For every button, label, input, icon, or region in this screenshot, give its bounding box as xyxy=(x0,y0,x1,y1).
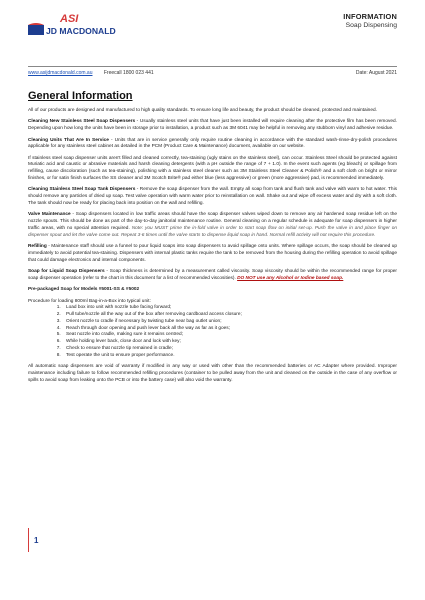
document-subcategory: Soap Dispensing xyxy=(345,22,397,29)
list-item: 5. Seat nozzle into cradle, making sure it remains centred; xyxy=(62,332,397,339)
valve-paragraph xyxy=(28,212,397,239)
freecall-number: Freecall 1800 023 441 xyxy=(103,70,154,76)
tanks-paragraph xyxy=(28,187,397,207)
tanks-text: - Remove the soap dispenser from the wall. Empty all soap from tank and flush tank and valve with warm to hot water. This should remove any particles of dried up soap. Test valve operation with warm water prior to reinstallation on wall. Shake out and wipe off excess water and dry with a soft cloth. The tank should now be ready for placing back into position on the wall and refilling. xyxy=(28,187,397,206)
valve-text: - Soap dispensers located in low traffic areas should have the soap dispenser valves wiped down to remove any air hardened soap residue left on the nozzle spouts. This should be done as part of the day-to-day janitorial maintenance routine. General cleaning on a regular schedule is adequate for soap dispensers in higher traffic areas, with no special attention required. xyxy=(28,212,397,231)
list-item: 6. While holding lever back, close door and lock with key; xyxy=(62,339,397,346)
refilling-label: Refilling xyxy=(28,244,47,250)
list-item: 7. Check to ensure that nozzle tip remained in cradle; xyxy=(62,346,397,353)
company-logo xyxy=(28,12,138,38)
list-item: 2. Pull tube/nozzle all the way out of the box after removing cardboard access closure; xyxy=(62,312,397,319)
prepack-intro: Procedure for loading 800ml Bag-in-a-Box into typical unit: xyxy=(28,298,151,304)
page-number: 1 xyxy=(34,536,39,545)
page-title: General Information xyxy=(28,90,133,102)
logo-swoosh-top xyxy=(28,23,44,25)
cleaning-units-text: - Units that are in service generally only require routine cleaning in accordance with the standard wash-rinse-dry-polish procedures applicable for any stainless steel cabinet as detailed in the PCM (Product Care & Maintenance) document, available on our website. xyxy=(28,137,397,150)
cleaning-units-label: Cleaning Units That Are In Service xyxy=(28,137,109,143)
tanks-label: Cleaning Stainless Steel Soap Tank Dispensers xyxy=(28,187,136,193)
warranty-paragraph: All automatic soap dispensers are void of warranty if modified in any way or used with other than the recommended batteries or AC Adapter where provided. Improper maintenance including failure to follow recommended refilling procedures (container to be pulled away from the unit and cleaned on the outside in the case of any overflow or spills to avoid soap from leaking onto the PCB or into the battery case) will also void the warranty. xyxy=(28,364,397,383)
liquid-soap-text: - Soap thickness is determined by a measurement called viscosity. Soap viscosity should be within the recommended range for proper soap dispenser operation (refer to the chart in this document for a list of recommended viscosities). xyxy=(28,269,397,281)
stainless-paragraph: If stainless steel soap dispenser units aren't filled and cleaned correctly, tea-staining (ugly stains on the stainless steel), can occur. Stainless Steel should be protected against Muriatic acid and caustic or abrasive materials and harsh cleaning detergents (with a pH outside the range of 7 + 1.0). In the event such agents (eg bleach) or spillage from refilling, cause discoloration (such as tea-staining), polishing with a stainless steel cleaner such as 3M Stainless Steel Cleaner & Polish® and a soft cloth on bright or mirror finishes, or for satin finish surfaces the SS cleaner and 3M Scotch Brite® pad either blue (less aggressive) or green (more aggressive) pad, is recommended immediately. xyxy=(28,155,397,182)
document-date: Date: August 2021 xyxy=(355,70,397,76)
logo-swoosh-left xyxy=(28,25,44,35)
cleaning-new-label: Cleaning New Stainless Steel Soap Dispensers xyxy=(28,119,136,125)
document-category: INFORMATION xyxy=(343,12,397,21)
document-body xyxy=(28,108,397,389)
liquid-soap-warning: DO NOT use any Alcohol or Iodine based soap. xyxy=(237,275,344,281)
liquid-soap-paragraph xyxy=(28,269,397,283)
document-header-right xyxy=(343,12,397,29)
logo-mark-text: ASI xyxy=(60,13,79,25)
contact-line xyxy=(28,70,397,78)
valve-label: Valve Maintenance xyxy=(28,212,71,218)
prepack-steps-list xyxy=(28,305,397,359)
footer-accent-line xyxy=(28,528,29,552)
cleaning-new-text: - Usually stainless steel units that have just been installed will require cleaning after the protective film has been removed. Depending upon how long the units have been in storage prior to installation, a product such as 3M 6041 may be helpful in removing any stubborn vinyl and adhesive residue. xyxy=(28,119,397,132)
liquid-soap-label: Soap for Liquid Soap Dispensers xyxy=(28,269,105,274)
refilling-paragraph xyxy=(28,244,397,264)
list-item: 8. Test operate the unit to ensure proper performance. xyxy=(62,353,397,360)
cleaning-new-paragraph xyxy=(28,119,397,133)
cleaning-units-paragraph xyxy=(28,138,397,152)
valve-note: Note: you MUST prime the in-fold valve in order to start soap flow on initial set-up. Push the valve in and place finger on dispenser spout and let the valve come out. Repeat 3-6 times until the valve starts to dispense liquid soap in hand. Normal refill activity will not require this procedure. xyxy=(28,225,398,238)
list-item: 1. Load box into unit with nozzle tube facing forward; xyxy=(62,305,397,312)
header-divider xyxy=(28,66,397,67)
prepack-heading: Pre-packaged Soap for Models #5001-SS & #5002 xyxy=(28,287,140,293)
logo-graphic xyxy=(28,12,138,38)
list-item: 4. Reach through door opening and push lever back all the way as far as it goes; xyxy=(62,326,397,333)
logo-text: JD MACDONALD xyxy=(46,26,116,36)
list-item: 3. Orient nozzle to cradle if necessary by twisting tube near bag outlet union; xyxy=(62,319,397,326)
refilling-text: - Maintenance staff should use a funnel to pour liquid soaps into soap dispensers to avoid spillage onto units. Where spillage occurs, the soap should be cleaned up immediately to avoid potential tea-staining. Dispensers with internal plastic tanks require the tank to be removed from the housing during the refilling operation to avoid spillage that could damage electronics and internal components. xyxy=(28,244,397,263)
intro-paragraph: All of our products are designed and manufactured to high quality standards. To ensure long life and beauty, the product should be cleaned, protected and maintained. xyxy=(28,108,377,113)
website-link[interactable]: www.asijdmacdonald.com.au xyxy=(28,70,93,76)
